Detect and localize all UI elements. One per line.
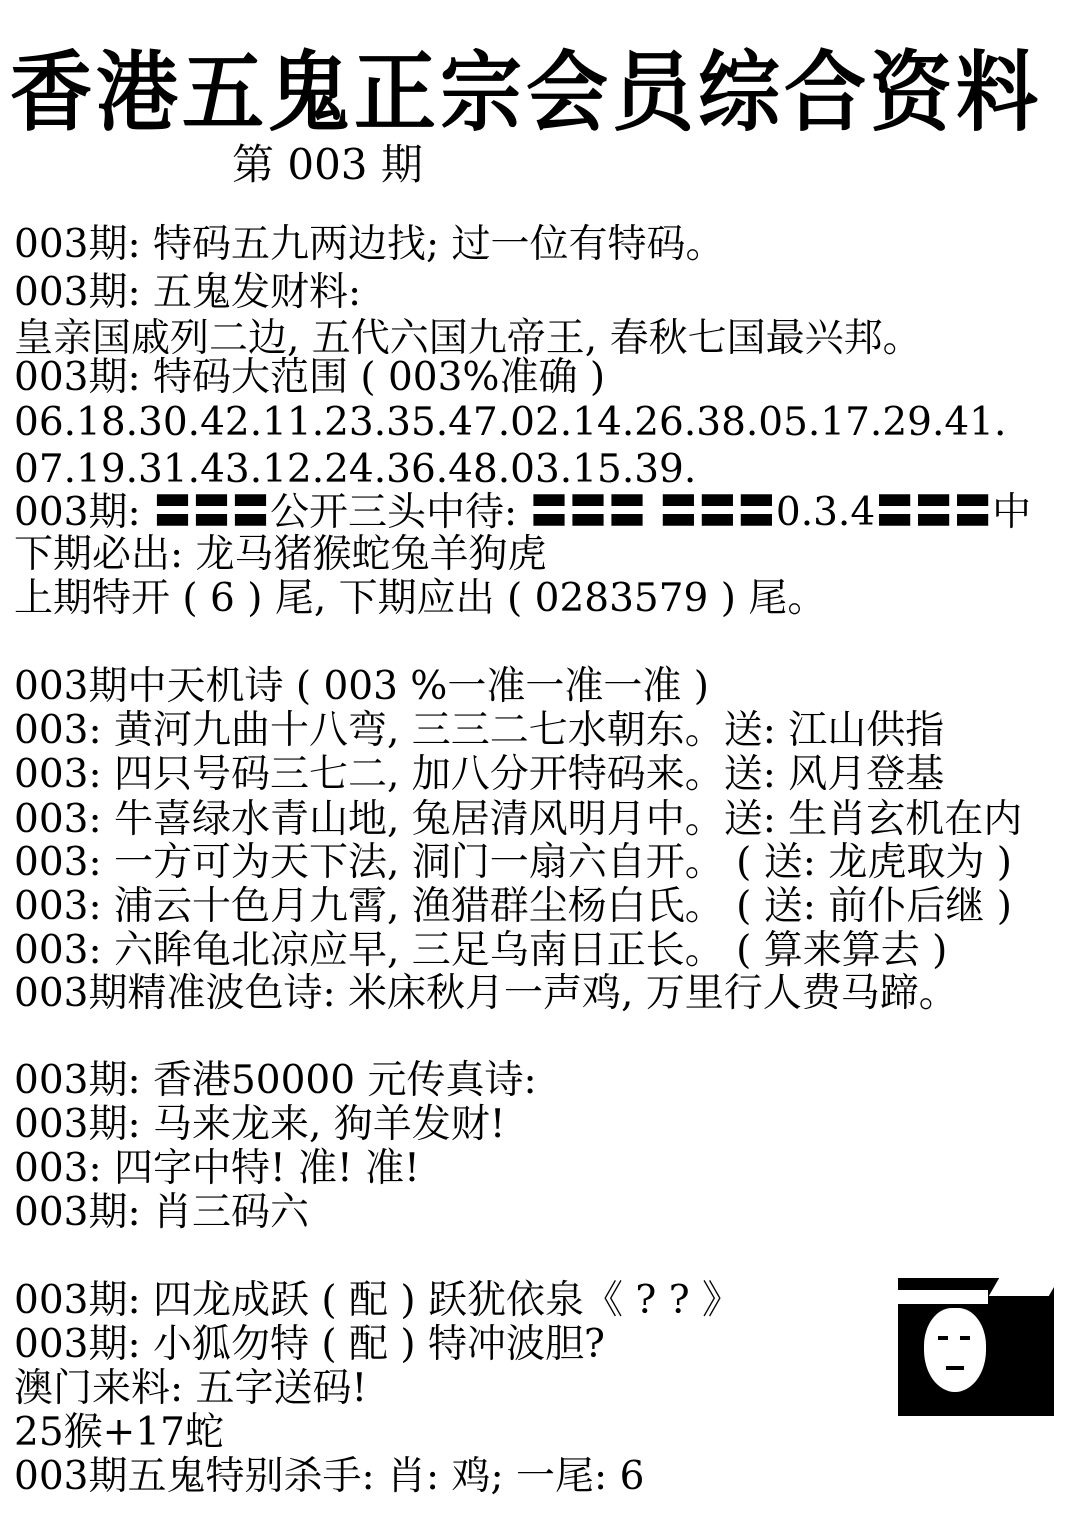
text-line: 003期: 特码大范围 ( 003%准确 ) xyxy=(14,355,606,400)
portrait-detail xyxy=(960,1336,970,1340)
text-line: 澳门来料: 五字送码! xyxy=(14,1366,368,1411)
text-line: 003期: 马来龙来, 狗羊发财! xyxy=(14,1102,506,1147)
text-line: 003期: 五鬼发财料: xyxy=(14,270,362,315)
portrait-detail xyxy=(989,1278,1054,1296)
text-line: 003期: 特码五九两边找; 过一位有特码。 xyxy=(14,222,725,267)
text-line: 003期: 香港50000 元传真诗: xyxy=(14,1058,537,1103)
text-line: 07.19.31.43.12.24.36.48.03.15.39. xyxy=(14,447,697,492)
portrait-face xyxy=(924,1308,986,1392)
issue-number: 第 003 期 xyxy=(232,140,423,189)
page-title: 香港五鬼正宗会员综合资料 xyxy=(10,42,1043,144)
text-line: 003期: 〓〓〓公开三头中待: 〓〓〓 〓〓〓0.3.4〓〓〓中 xyxy=(14,490,1032,535)
text-line: 皇亲国戚列二边, 五代六国九帝王, 春秋七国最兴邦。 xyxy=(14,316,922,361)
text-line: 003: 四字中特! 准! 准! xyxy=(14,1146,420,1191)
text-line: 003期精准波色诗: 米床秋月一声鸡, 万里行人费马蹄。 xyxy=(14,971,958,1016)
text-line: 003: 牛喜绿水青山地, 兔居清风明月中。送: 生肖玄机在内 xyxy=(14,797,1023,842)
text-line: 上期特开 ( 6 ) 尾, 下期应出 ( 0283579 ) 尾。 xyxy=(14,576,827,621)
text-line: 003期: 肖三码六 xyxy=(14,1190,309,1235)
text-line: 06.18.30.42.11.23.35.47.02.14.26.38.05.17.29.41. xyxy=(14,400,1007,445)
text-line: 003期中天机诗 ( 003 %一准一准一准 ) xyxy=(14,664,709,709)
text-line: 003期: 小狐勿特 ( 配 ) 特冲波胆? xyxy=(14,1322,605,1367)
portrait-image xyxy=(898,1278,1054,1416)
text-line: 003: 一方可为天下法, 洞门一扇六自开。 ( 送: 龙虎取为 ) xyxy=(14,840,1012,885)
portrait-detail xyxy=(898,1290,988,1304)
text-line: 003: 四只号码三七二, 加八分开特码来。送: 风月登基 xyxy=(14,752,945,797)
text-line: 003期五鬼特别杀手: 肖: 鸡; 一尾: 6 xyxy=(14,1454,645,1499)
portrait-detail xyxy=(938,1336,948,1340)
text-line: 003: 黄河九曲十八弯, 三三二七水朝东。送: 江山供指 xyxy=(14,708,945,753)
portrait-detail xyxy=(946,1366,964,1370)
text-line: 003: 浦云十色月九霄, 渔猎群尘杨白氏。 ( 送: 前仆后继 ) xyxy=(14,884,1012,929)
text-line: 下期必出: 龙马猪猴蛇兔羊狗虎 xyxy=(14,532,547,577)
text-line: 003期: 四龙成跃 ( 配 ) 跃犹依泉《 ? ? 》 xyxy=(14,1278,742,1323)
text-line: 25猴+17蛇 xyxy=(14,1410,224,1455)
text-line: 003: 六眸龟北凉应早, 三足乌南日正长。 ( 算来算去 ) xyxy=(14,928,948,973)
